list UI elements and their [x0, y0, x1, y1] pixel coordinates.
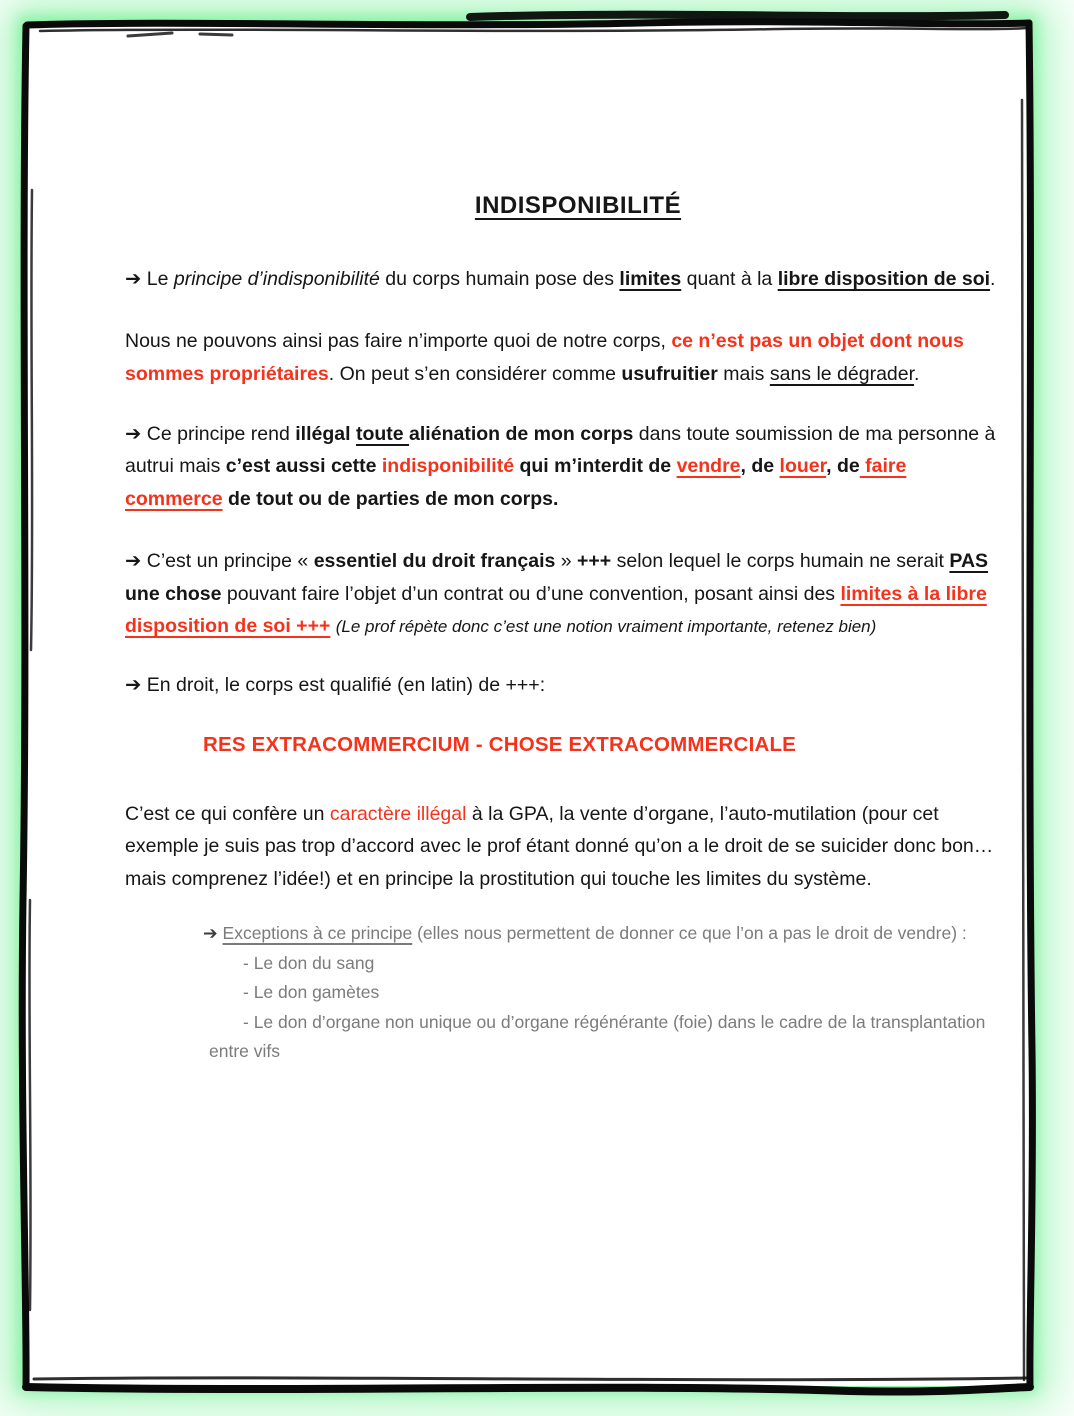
text-run: vendre	[676, 455, 741, 478]
text-run: louer	[779, 455, 827, 478]
text-run: essentiel du droit français	[313, 550, 556, 573]
text-run: du corps humain pose des	[379, 267, 620, 290]
text-run: Exceptions à ce principe	[222, 923, 413, 944]
text-run: .	[990, 267, 996, 290]
text-run: . On peut s’en considérer comme	[328, 362, 622, 385]
text-run: selon lequel le corps humain ne serait	[611, 550, 950, 573]
text-run: , de	[826, 455, 860, 478]
text-run: qui m’interdit de	[514, 455, 677, 478]
text-run: toute	[355, 423, 410, 446]
text-run: , de	[740, 455, 780, 478]
paragraph-body-not-property	[125, 325, 1005, 390]
text-run: quant à la	[681, 267, 778, 290]
text-run: caractère illégal	[329, 802, 467, 825]
page-title: INDISPONIBILITÉ	[474, 192, 682, 219]
list-item: - Le don d’organe non unique ou d’organe régénérante (foie) dans le cadre de la transplantation entre vifs	[209, 1011, 986, 1062]
text-run: sans le dégrader	[769, 362, 915, 385]
text-run: faire commerce	[125, 455, 907, 510]
text-run: limites	[619, 267, 682, 290]
res-extracommercium-heading: RES EXTRACOMMERCIUM - CHOSE EXTRACOMMERCIALE	[203, 732, 797, 756]
text-run: usufruitier	[621, 362, 718, 385]
exceptions-note	[203, 919, 1005, 949]
text-run: mais	[717, 362, 770, 385]
list-item: - Le don du sang	[243, 952, 375, 973]
text-run: dans toute soumission de ma personne à autrui mais	[125, 423, 996, 478]
text-run: à la GPA, la vente d’organe, l’auto-mutilation (pour cet exemple je suis pas trop d’accord avec le prof étant donné qu’on a le droit de se suicider donc bon… mais comprenez l’idée!) et en principe la prostitution qui touche les limites du système.	[125, 802, 994, 890]
paragraph-intro-principle	[125, 263, 1005, 295]
text-run: (Le prof répète donc c’est une notion vraiment importante, retenez bien)	[335, 617, 877, 637]
page-content	[24, 22, 1031, 1067]
text-run: ➔ Le	[125, 267, 174, 290]
donation-list	[203, 949, 1005, 1067]
text-run: pouvant faire l’objet d’un contrat ou d’une convention, posant ainsi des	[221, 582, 841, 605]
text-run: illégal	[295, 423, 356, 446]
text-run: PAS	[949, 550, 989, 573]
text-run: ➔ C’est un principe «	[125, 550, 314, 573]
paragraph-illegal-character-examples	[125, 798, 1005, 895]
text-run: libre disposition de soi	[777, 267, 991, 290]
text-run: ➔ En droit, le corps est qualifié (en latin) de +++:	[125, 674, 546, 697]
text-run: +++	[577, 550, 612, 573]
text-run: de tout ou de parties de mon corps	[222, 487, 554, 510]
text-run: une chose	[125, 582, 222, 605]
text-run: ce n’est pas un objet dont nous sommes propriétaires	[125, 330, 964, 385]
text-run: .	[553, 487, 559, 510]
text-run: (elles nous permettent de donner ce que l’on a pas le droit de vendre) :	[412, 923, 967, 944]
paragraph-essential-principle	[125, 545, 1005, 643]
text-run: indisponibilité	[381, 455, 515, 478]
text-run: ➔ Ce principe rend	[125, 423, 296, 446]
text-run: aliénation de mon corps	[409, 423, 634, 446]
paragraph-alienation-illegal	[125, 418, 1005, 515]
text-run: .	[914, 362, 920, 385]
text-run: Nous ne pouvons ainsi pas faire n’importe quoi de notre corps,	[125, 330, 672, 353]
list-item: - Le don gamètes	[243, 982, 380, 1003]
text-run: limites à la libre disposition de soi +++	[125, 582, 987, 638]
paragraph-latin-qualification	[125, 669, 1005, 701]
text-run: »	[555, 550, 578, 573]
text-run: principe d’indisponibilité	[173, 267, 380, 290]
text-run: C’est ce qui confère un	[125, 802, 330, 825]
text-run: ➔	[203, 923, 223, 944]
text-run: c’est aussi cette	[225, 455, 382, 478]
